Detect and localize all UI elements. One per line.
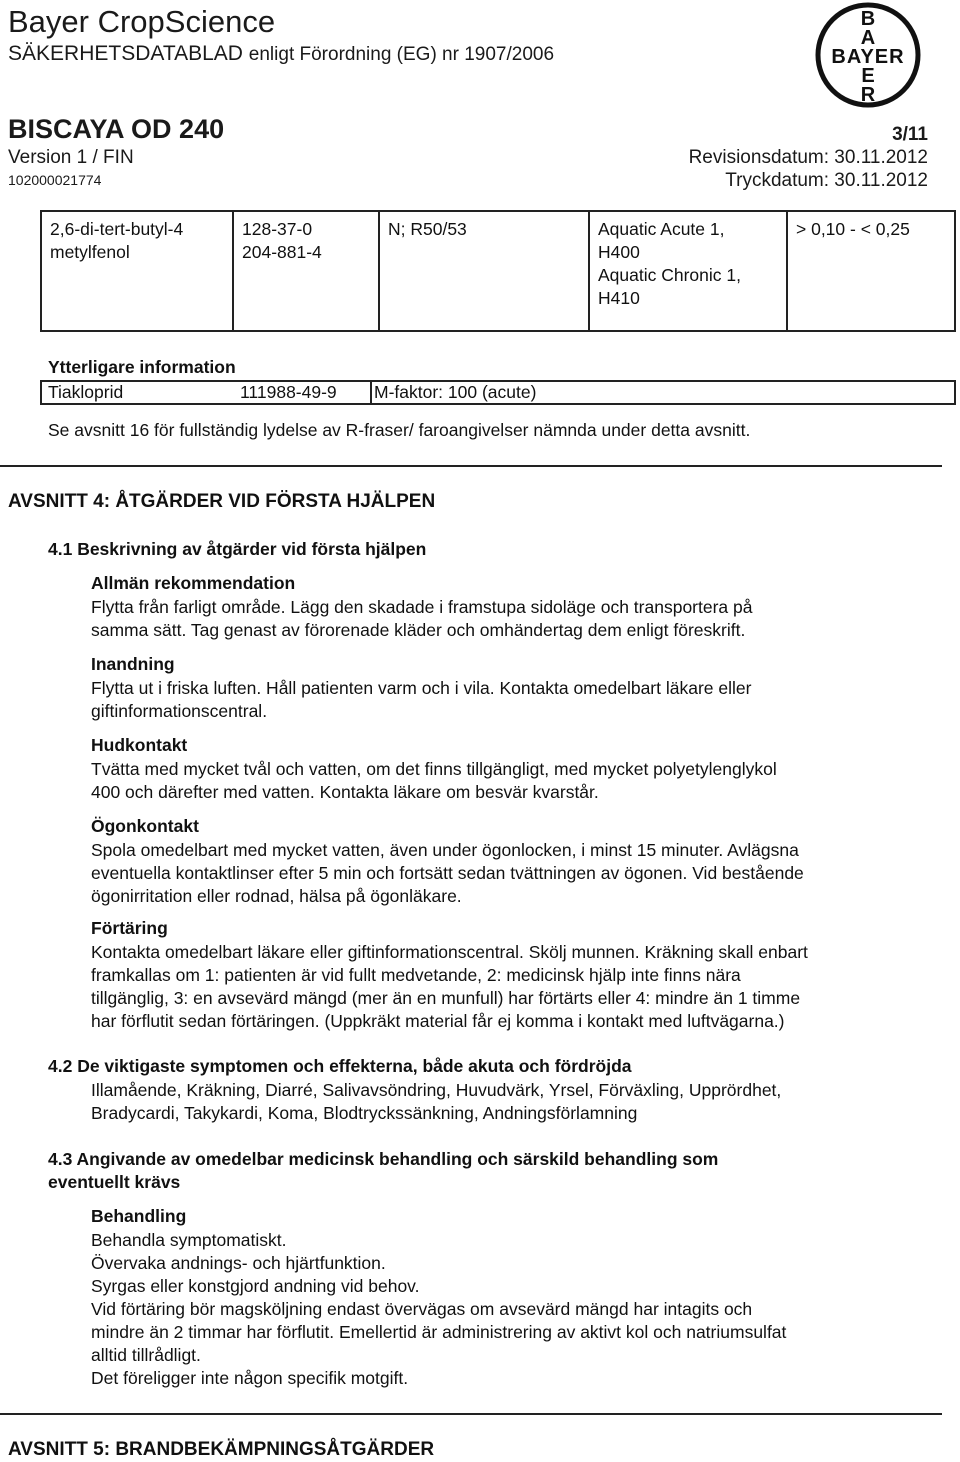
text-line: 400 och därefter med vatten. Kontakta läkare om besvär kvarstår. (91, 782, 599, 802)
s41-title: 4.1 Beskrivning av åtgärder vid första hjälpen (48, 539, 427, 559)
text-line: Övervaka andnings- och hjärtfunktion. (91, 1253, 386, 1273)
cas-ec-cell (232, 212, 378, 330)
s42-title: 4.2 De viktigaste symptomen och effekterna, både akuta och fördröjda (48, 1056, 632, 1076)
clp-line: Aquatic Chronic 1, (598, 265, 741, 285)
logo-letter-b: B (860, 8, 876, 30)
skin-contact-title: Hudkontakt (91, 735, 188, 755)
cas-number: 128-37-0 (242, 219, 313, 239)
ingestion-text (91, 941, 941, 1033)
logo-letter-e: E (861, 65, 875, 87)
classification: N; R50/53 (388, 219, 467, 239)
inhalation-title: Inandning (91, 654, 175, 674)
mfactor-substance: Tiakloprid (48, 382, 124, 402)
text-line: framkallas om 1: patienten är vid fullt medvetande, 2: medicinsk hjälp inte finns nära (91, 965, 741, 985)
text-line: ögonirritation eller rodnad, hälsa på ögonläkare. (91, 886, 462, 906)
treatment-text (91, 1229, 941, 1390)
page-number: 3/11 (892, 124, 928, 145)
text-line: Illamående, Kräkning, Diarré, Salivavsöndring, Huvudvärk, Yrsel, Förväxling, Upprördhet, (91, 1080, 782, 1100)
clp-line: Aquatic Acute 1, (598, 219, 725, 239)
eye-contact-text (91, 839, 941, 908)
text-line: Spola omedelbart med mycket vatten, även under ögonlocken, i minst 15 minuter. Avlägsna (91, 840, 799, 860)
text-line: mindre än 2 timmar har förflutit. Emellertid är administrering av aktivt kol och natriumsulfat (91, 1322, 787, 1342)
text-line: Tvätta med mycket tvål och vatten, om det finns tillgängligt, med mycket polyetylenglykol (91, 759, 777, 779)
ec-number: 204-881-4 (242, 242, 322, 262)
concentration-cell (786, 212, 956, 330)
company-name: Bayer CropScience (8, 4, 276, 39)
text-line: tillgänglig, 3: en avsevärd mängd (mer än en munfull) har förtärts eller 4: mindre än 1 timme (91, 988, 801, 1008)
ingestion-title: Förtäring (91, 918, 168, 938)
additional-info-note: Se avsnitt 16 för fullständig lydelse av R-fraser/ faroangivelser nämnda under detta avsnitt. (48, 420, 751, 440)
text-line: Behandla symptomatiskt. (91, 1230, 287, 1250)
inhalation-text (91, 677, 941, 723)
product-name: BISCAYA OD 240 (8, 114, 225, 144)
clp-line: H410 (598, 288, 640, 308)
s43-title-line: eventuellt krävs (48, 1172, 181, 1192)
mfactor-value: M-faktor: 100 (acute) (370, 382, 536, 403)
text-line: giftinformationscentral. (91, 701, 268, 721)
text-line: samma sätt. Tag genast av förorenade kläder och omhändertag dem enligt föreskrift. (91, 620, 746, 640)
composition-table (40, 210, 956, 332)
clp-line: H400 (598, 242, 640, 262)
text-line: Kontakta omedelbart läkare eller giftinformationscentral. Skölj munnen. Kräkning skall enbart (91, 942, 808, 962)
text-line: Bradycardi, Takykardi, Koma, Blodtryckssänkning, Andningsförlamning (91, 1103, 638, 1123)
clp-cell (588, 212, 786, 330)
text-line: Det föreligger inte någon specifik motgift. (91, 1368, 409, 1388)
section-divider (0, 1413, 942, 1415)
component-name-line: 2,6-di-tert-butyl-4 (50, 219, 184, 239)
regulation-line (8, 42, 554, 66)
material-number: 102000021774 (8, 172, 102, 188)
s43-title-line: 4.3 Angivande av omedelbar medicinsk behandling och särskild behandling som (48, 1149, 719, 1169)
logo-letter-r: R (860, 84, 876, 106)
text-line: har förflutit sedan förtäringen. (Uppkräkt material får ej komma i kontakt med luftvägarna.) (91, 1011, 785, 1031)
component-name-line: metylfenol (50, 242, 130, 262)
logo-word-bayer: BAYER (831, 46, 905, 68)
general-advice-text (91, 596, 941, 642)
text-line: Vid förtäring bör magsköljning endast övervägas om avsevärd mängd har intagits och (91, 1299, 753, 1319)
section4-title: AVSNITT 4: ÅTGÄRDER VID FÖRSTA HJÄLPEN (8, 491, 436, 512)
mfactor-table (40, 380, 956, 405)
print-date: Tryckdatum: 30.11.2012 (725, 170, 928, 191)
treatment-title: Behandling (91, 1206, 187, 1226)
text-line: eventuella kontaktlinser efter 5 min och fortsätt sedan tvättningen av ögonen. Vid bestående (91, 863, 804, 883)
bayer-logo (815, 2, 921, 108)
s43-title (48, 1148, 718, 1194)
component-name-cell (42, 212, 232, 330)
text-line: Syrgas eller konstgjord andning vid behov. (91, 1276, 420, 1296)
text-line: alltid tillrådligt. (91, 1345, 201, 1365)
section5-title: AVSNITT 5: BRANDBEKÄMPNINGSÅTGÄRDER (8, 1439, 435, 1460)
additional-info-title: Ytterligare information (48, 357, 236, 377)
regulation-main: SÄKERHETSDATABLAD (8, 42, 243, 65)
classification-cell (378, 212, 588, 330)
text-line: Flytta från farligt område. Lägg den skadade i framstupa sidoläge och transportera på (91, 597, 753, 617)
revision-date: Revisionsdatum: 30.11.2012 (688, 147, 928, 168)
section-divider (0, 465, 942, 467)
regulation-rest: enligt Förordning (EG) nr 1907/2006 (248, 44, 555, 65)
text-line: Flytta ut i friska luften. Håll patienten varm och i vila. Kontakta omedelbart läkare eller (91, 678, 752, 698)
logo-letter-a: A (860, 27, 876, 49)
symptoms-text (91, 1079, 941, 1125)
version: Version 1 / FIN (8, 147, 134, 168)
skin-contact-text (91, 758, 941, 804)
general-advice-title: Allmän rekommendation (91, 573, 296, 593)
concentration: > 0,10 - < 0,25 (796, 219, 910, 239)
mfactor-cas: 111988-49-9 (240, 382, 337, 402)
eye-contact-title: Ögonkontakt (91, 816, 199, 836)
